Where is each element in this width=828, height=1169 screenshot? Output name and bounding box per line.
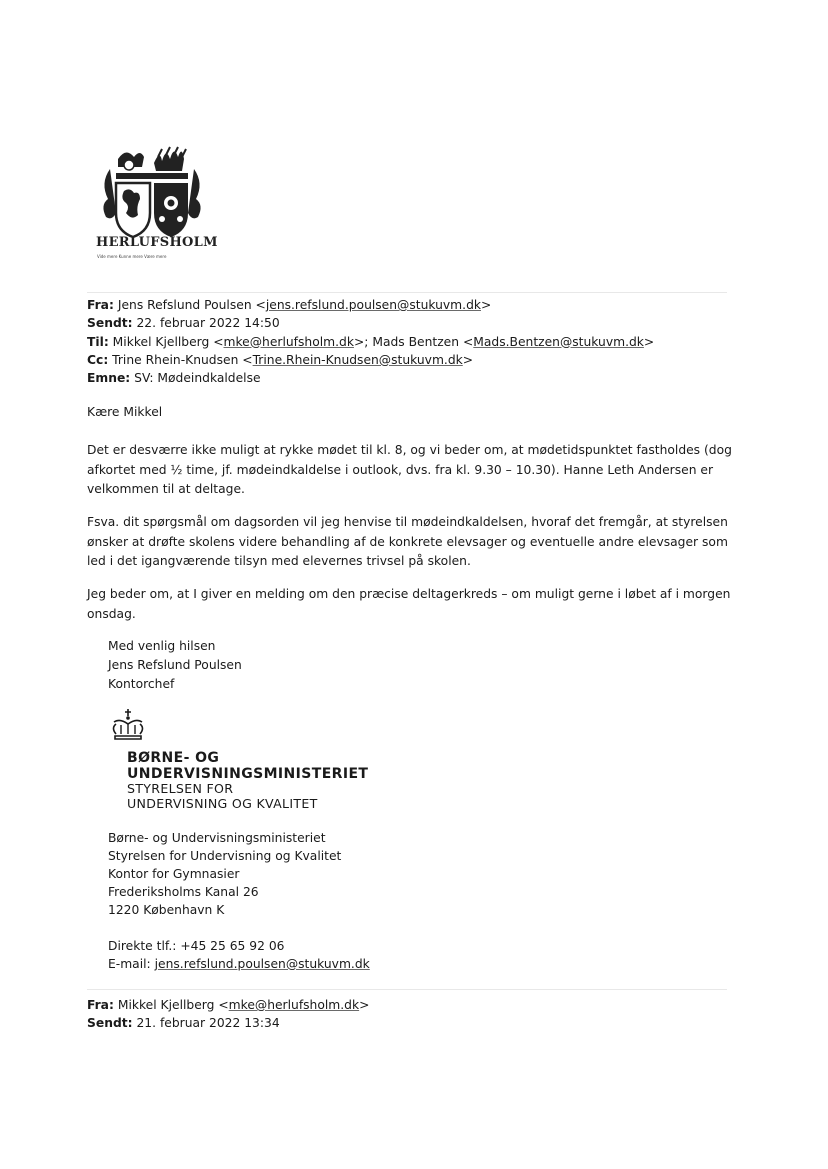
sent-date-2: 21. februar 2022 13:34 — [136, 1016, 280, 1031]
header-divider — [87, 292, 727, 293]
from-email-link-2[interactable]: mke@herlufsholm.dk — [228, 998, 360, 1012]
signature-title: Kontorchef — [108, 677, 175, 691]
subject-text: SV: Mødeindkaldelse — [134, 371, 261, 386]
ministry-logo-line-4: UNDERVISNING OG KVALITET — [127, 795, 318, 811]
phone-line — [108, 937, 370, 955]
from-name: Jens Refslund Poulsen — [117, 298, 252, 312]
to-name-2: Mads Bentzen — [372, 334, 460, 349]
to-separator: ; — [364, 334, 369, 349]
address-line-2: Styrelsen for Undervisning og Kvalitet — [108, 849, 342, 863]
email-header-1 — [87, 296, 654, 387]
cc-email-link[interactable]: Trine.Rhein-Knudsen@stukuvm.dk — [252, 352, 463, 367]
crown-icon — [110, 708, 146, 746]
address-line-4: Frederiksholms Kanal 26 — [108, 885, 259, 899]
cc-name: Trine Rhein-Knudsen — [112, 352, 239, 367]
to-name-1: Mikkel Kjellberg — [112, 334, 210, 349]
to-line: Til: Mikkel Kjellberg <mke@herlufsholm.dk>; Mads Bentzen <Mads.Bentzen@stukuvm.dk> — [87, 334, 655, 349]
cc-line: Cc: Trine Rhein-Knudsen <Trine.Rhein-Knudsen@stukuvm.dk> — [87, 352, 474, 367]
to-label: Til: — [87, 334, 109, 349]
body-paragraph-3: Jeg beder om, at I giver en melding om den præcise deltagerkreds – om muligt gerne i løbet af i morgen onsdag. — [87, 587, 731, 621]
header-divider-2 — [87, 989, 727, 990]
signature-name: Jens Refslund Poulsen — [108, 658, 242, 672]
contact-email-link[interactable]: jens.refslund.poulsen@stukuvm.dk — [154, 957, 370, 971]
subject-label: Emne: — [87, 371, 131, 386]
greeting: Kære Mikkel — [87, 405, 163, 419]
signature — [108, 637, 242, 694]
ministry-logo-line-1: BØRNE- OG — [127, 750, 220, 766]
from-name-2: Mikkel Kjellberg — [117, 998, 215, 1012]
ministry-logo — [127, 750, 368, 811]
contact-block — [108, 937, 370, 973]
sent-line-2 — [87, 1014, 369, 1032]
address-block — [108, 829, 341, 919]
from-email-link[interactable]: jens.refslund.poulsen@stukuvm.dk — [265, 298, 481, 312]
phone-label: Direkte tlf.: — [108, 939, 177, 953]
to-email-link-1[interactable]: mke@herlufsholm.dk — [223, 334, 354, 349]
body-paragraph-2: Fsva. dit spørgsmål om dagsorden vil jeg henvise til mødeindkaldelsen, hvoraf det fremgår, at styrelsen ønsker at drøfte skolens videre behandling af de konkrete elevsager og eventuelle andre elevsager som led i det igangværende tilsyn med elevernes trivsel på skolen. — [87, 515, 728, 568]
body-paragraph-1: Det er desværre ikke muligt at rykke mødet til kl. 8, og vi beder om, at mødetidspunktet fastholdes (dog afkortet med ½ time, jf. mødeindkaldelse i outlook, dvs. fra kl. 9.30 – 10.30). Hanne Leth Andersen er velkommen til at deltage. — [87, 443, 732, 496]
sent-line — [87, 314, 654, 332]
signature-closing: Med venlig hilsen — [108, 639, 216, 653]
herlufsholm-tagline: Vide mere Kunne mere Være mere — [97, 254, 167, 259]
from-label-2: Fra: — [87, 998, 114, 1012]
address-line-3: Kontor for Gymnasier — [108, 867, 240, 881]
herlufsholm-wordmark: HERLUFSHOLM — [96, 235, 218, 250]
from-label: Fra: — [87, 298, 114, 312]
address-line-1: Børne- og Undervisningsministeriet — [108, 831, 326, 845]
from-line-2: Fra: Mikkel Kjellberg <mke@herlufsholm.dk> — [87, 998, 370, 1012]
subject-line — [87, 369, 654, 387]
sent-label: Sendt: — [87, 316, 133, 331]
ministry-logo-line-3: STYRELSEN FOR — [127, 781, 234, 796]
contact-email-label: E-mail: — [108, 957, 151, 971]
crest-icon — [96, 145, 208, 240]
email-header-2 — [87, 996, 369, 1033]
sent-label-2: Sendt: — [87, 1016, 133, 1031]
from-line: Fra: Jens Refslund Poulsen <jens.refslund.poulsen@stukuvm.dk> — [87, 298, 492, 312]
address-line-5: 1220 København K — [108, 903, 225, 917]
sent-date: 22. februar 2022 14:50 — [136, 316, 280, 331]
phone-number: +45 25 65 92 06 — [180, 939, 285, 953]
contact-email-line — [108, 955, 370, 973]
to-email-link-2[interactable]: Mads.Bentzen@stukuvm.dk — [473, 334, 644, 349]
cc-label: Cc: — [87, 352, 109, 367]
ministry-logo-line-2: UNDERVISNINGSMINISTERIET — [127, 766, 369, 782]
